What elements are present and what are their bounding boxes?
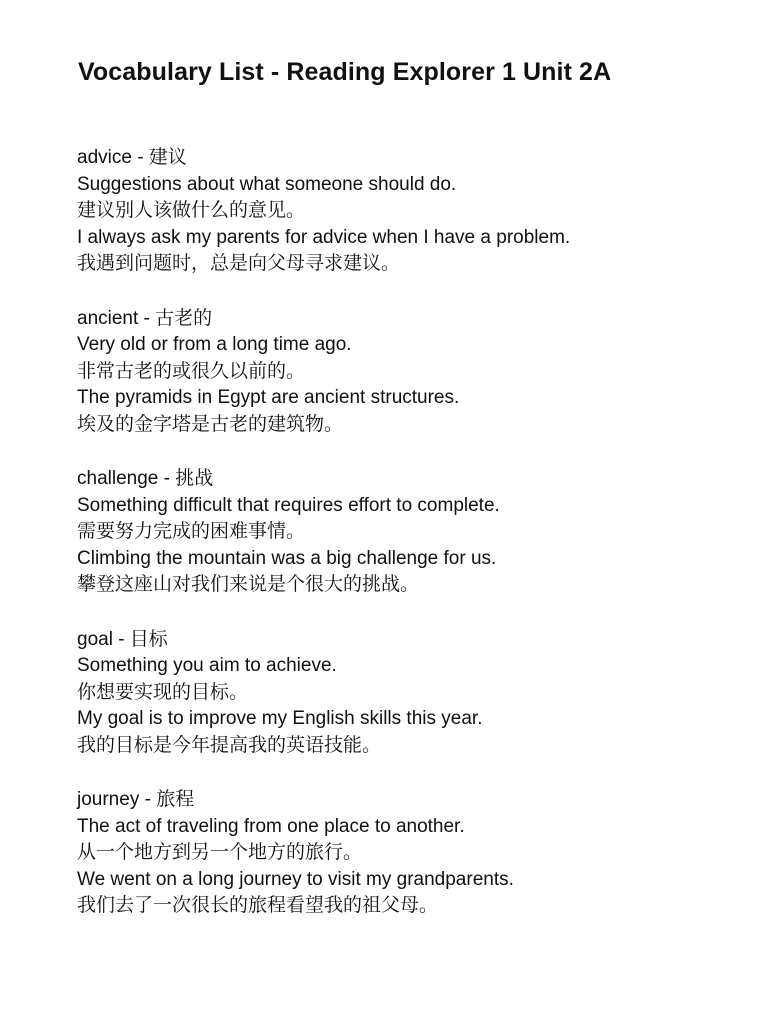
entry-example-en: We went on a long journey to visit my grandparents. (77, 868, 514, 890)
entry-definition-en: Something you aim to achieve. (77, 655, 337, 676)
entry-example-en: Climbing the mountain was a big challenge for us. (77, 547, 497, 569)
entry-heading: goal - 目标 (77, 628, 168, 650)
entry-example-zh: 我们去了一次很长的旅程看望我的祖父母。 (77, 895, 439, 916)
vocabulary-entry-ancient (77, 306, 737, 439)
entry-example-zh: 我的目标是今年提高我的英语技能。 (77, 734, 382, 756)
vocabulary-entry-advice (77, 145, 737, 278)
vocabulary-entry-journey (77, 787, 737, 920)
vocabulary-entry-challenge (77, 466, 737, 599)
entry-example-en: My goal is to improve my English skills this year. (77, 708, 483, 729)
entry-example-en: I always ask my parents for advice when I have a problem. (77, 226, 571, 248)
vocabulary-list (77, 145, 737, 948)
entry-definition-en: Something difficult that requires effort to complete. (77, 494, 500, 516)
entry-definition-zh: 你想要实现的目标。 (77, 681, 249, 703)
entry-example-zh: 埃及的金字塔是古老的建筑物。 (77, 413, 344, 435)
entry-definition-zh: 非常古老的或很久以前的。 (77, 360, 306, 382)
entry-example-zh: 攀登这座山对我们来说是个很大的挑战。 (77, 574, 420, 595)
entry-example-zh: 我遇到问题时，总是向父母寻求建议。 (77, 253, 401, 274)
entry-heading: journey - 旅程 (77, 789, 195, 810)
entry-definition-zh: 需要努力完成的困难事情。 (77, 521, 306, 542)
entry-example-en: The pyramids in Egypt are ancient structures. (77, 387, 460, 408)
entry-definition-en: Suggestions about what someone should do. (77, 173, 457, 195)
vocabulary-entry-goal (77, 627, 737, 760)
entry-definition-zh: 建议别人该做什么的意见。 (77, 200, 306, 221)
document-title: Vocabulary List - Reading Explorer 1 Unit 2A (78, 58, 612, 86)
entry-heading: advice - 建议 (77, 147, 187, 168)
entry-heading: challenge - 挑战 (77, 468, 214, 489)
entry-definition-en: Very old or from a long time ago. (77, 334, 352, 355)
entry-definition-zh: 从一个地方到另一个地方的旅行。 (77, 842, 363, 863)
entry-definition-en: The act of traveling from one place to another. (77, 815, 465, 837)
entry-heading: ancient - 古老的 (77, 307, 213, 329)
